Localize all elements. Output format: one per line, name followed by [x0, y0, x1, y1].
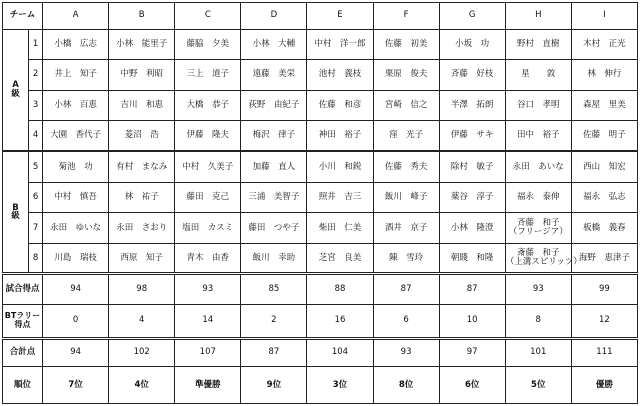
member-cell: 吉川 和恵 [109, 90, 175, 121]
member-cell: 栗原 俊夫 [373, 60, 439, 91]
class-label [3, 29, 29, 151]
label-line: 得点 [14, 319, 31, 329]
member-cell: 梅沢 律子 [241, 121, 307, 152]
member-row [3, 60, 638, 91]
total-row [3, 338, 638, 367]
bt-rally-row-value: 10 [439, 305, 505, 339]
member-cell: 神田 裕子 [307, 121, 373, 152]
member-cell [505, 243, 582, 274]
class-label-char: B [12, 202, 19, 213]
member-cell: 小橋 広志 [43, 29, 109, 60]
member-cell: 藤田 つや子 [241, 213, 307, 244]
member-cell: 佐藤 和彦 [307, 90, 373, 121]
member-cell: 谷口 孝明 [505, 90, 571, 121]
member-cell: 伊藤 サキ [439, 121, 505, 152]
member-cell: 小林 隆澄 [439, 213, 505, 244]
member-cell: 佐藤 初美 [373, 29, 439, 60]
class-label-char: 級 [11, 211, 20, 222]
class-label [3, 151, 29, 273]
member-cell: 荻野 由紀子 [241, 90, 307, 121]
row-number: 3 [29, 90, 43, 121]
member-cell: 林 伸行 [571, 60, 637, 91]
member-cell: 朝賤 和隆 [439, 243, 505, 274]
member-cell: 藤脇 夕美 [175, 29, 241, 60]
total-row-value: 101 [505, 338, 571, 367]
rank-row-value: 優勝 [571, 367, 637, 404]
team-header-label: チーム [3, 3, 43, 30]
member-cell: 大橋 恭子 [175, 90, 241, 121]
match-points-row-value: 93 [505, 274, 571, 305]
label-line: BTラリー [4, 311, 41, 321]
member-row [3, 90, 638, 121]
rank-row [3, 367, 638, 404]
member-cell: 海野 恵津子 [571, 243, 637, 274]
match-points-row-value: 87 [373, 274, 439, 305]
member-cell: 飯川 幸助 [241, 243, 307, 274]
rank-row-label: 順位 [3, 367, 43, 404]
member-cell: 三浦 美智子 [241, 182, 307, 213]
total-row-value: 102 [109, 338, 175, 367]
member-name-line: 斎藤 和子 [517, 248, 560, 259]
member-cell: 池村 義枝 [307, 60, 373, 91]
bt-rally-row-value: 4 [109, 305, 175, 339]
row-number: 2 [29, 60, 43, 91]
class-label-char: 級 [11, 88, 20, 99]
total-row-label: 合計点 [3, 338, 43, 367]
member-row [3, 182, 638, 213]
member-cell: 小林 大輔 [241, 29, 307, 60]
member-cell: 西山 知宏 [571, 151, 637, 182]
row-number: 4 [29, 121, 43, 152]
member-cell: 川島 瑞枝 [43, 243, 109, 274]
team-column-header: A [43, 3, 109, 30]
member-cell: 半澤 拓朗 [439, 90, 505, 121]
member-cell: 照井 吉三 [307, 182, 373, 213]
member-cell: 小坂 功 [439, 29, 505, 60]
team-column-header: G [439, 3, 505, 30]
match-points-row-value: 94 [43, 274, 109, 305]
bt-rally-row [3, 305, 638, 339]
member-cell: 福永 弘志 [571, 182, 637, 213]
rank-row-value: 5位 [505, 367, 571, 404]
rank-row-value: 6位 [439, 367, 505, 404]
member-cell: 中村 慎吾 [43, 182, 109, 213]
member-cell: 陳 雪玲 [373, 243, 439, 274]
rank-row-value: 8位 [373, 367, 439, 404]
match-points-row-value: 99 [571, 274, 637, 305]
table-body [3, 3, 638, 404]
member-cell: 中村 洋一郎 [307, 29, 373, 60]
match-points-row-value: 87 [439, 274, 505, 305]
member-row [3, 151, 638, 182]
rank-row-value: 準優勝 [175, 367, 241, 404]
member-cell: 藤田 克己 [175, 182, 241, 213]
member-cell: 菱沼 浩 [109, 121, 175, 152]
member-cell: 西原 知子 [109, 243, 175, 274]
team-column-header: H [505, 3, 571, 30]
member-cell: 森屋 里美 [571, 90, 637, 121]
member-cell: 井上 知子 [43, 60, 109, 91]
member-name-line: （上溝スピリッツ） [505, 257, 582, 268]
row-number: 1 [29, 29, 43, 60]
member-row [3, 29, 638, 60]
member-cell: 宮崎 信之 [373, 90, 439, 121]
member-cell: 伊藤 隆夫 [175, 121, 241, 152]
member-cell: 永田 さおり [109, 213, 175, 244]
bt-rally-row-value: 14 [175, 305, 241, 339]
rank-row-value: 9位 [241, 367, 307, 404]
member-cell: 小川 和鋭 [307, 151, 373, 182]
member-cell: 芝宮 良美 [307, 243, 373, 274]
member-cell: 小林 能里子 [109, 29, 175, 60]
member-cell: 佐藤 明子 [571, 121, 637, 152]
header-row [3, 3, 638, 30]
member-cell: 野村 直樹 [505, 29, 571, 60]
member-cell: 青木 由香 [175, 243, 241, 274]
member-row [3, 243, 638, 274]
member-cell: 福永 泰伸 [505, 182, 571, 213]
rank-row-value: 7位 [43, 367, 109, 404]
row-number: 7 [29, 213, 43, 244]
member-cell: 三上 道子 [175, 60, 241, 91]
member-cell: 林 祐子 [109, 182, 175, 213]
member-name-line: （フリージア） [508, 226, 568, 237]
member-cell: 板橋 義春 [571, 213, 637, 244]
member-cell: 遠藤 美栄 [241, 60, 307, 91]
member-cell: 飯川 峰子 [373, 182, 439, 213]
match-points-row-value: 93 [175, 274, 241, 305]
total-row-value: 97 [439, 338, 505, 367]
member-cell: 中野 利昭 [109, 60, 175, 91]
total-row-value: 104 [307, 338, 373, 367]
member-cell: 酒井 京子 [373, 213, 439, 244]
team-column-header: C [175, 3, 241, 30]
member-cell: 佐藤 秀夫 [373, 151, 439, 182]
team-column-header: D [241, 3, 307, 30]
row-number: 8 [29, 243, 43, 274]
bt-rally-row-label [3, 305, 43, 339]
bt-rally-row-value: 6 [373, 305, 439, 339]
match-points-row [3, 274, 638, 305]
member-row [3, 121, 638, 152]
class-label-char: A [12, 80, 19, 91]
member-cell: 塩田 カスミ [175, 213, 241, 244]
total-row-value: 94 [43, 338, 109, 367]
match-points-row-value: 88 [307, 274, 373, 305]
member-cell: 中村 久美子 [175, 151, 241, 182]
member-cell: 永田 ゆいな [43, 213, 109, 244]
team-column-header: B [109, 3, 175, 30]
member-name-line: 斉藤 和子 [517, 218, 560, 229]
team-column-header: E [307, 3, 373, 30]
row-number: 5 [29, 151, 43, 182]
member-cell: 加藤 直人 [241, 151, 307, 182]
bt-rally-row-value: 2 [241, 305, 307, 339]
member-cell: 除村 敏子 [439, 151, 505, 182]
member-cell: 斉藤 好枝 [439, 60, 505, 91]
total-row-value: 107 [175, 338, 241, 367]
team-column-header: F [373, 3, 439, 30]
member-cell: 永田 あいな [505, 151, 571, 182]
member-cell: 木村 正光 [571, 29, 637, 60]
team-results-table [2, 2, 638, 404]
member-cell: 窪 光子 [373, 121, 439, 152]
member-cell: 星 敦 [505, 60, 571, 91]
row-number: 6 [29, 182, 43, 213]
member-cell: 柴田 仁美 [307, 213, 373, 244]
bt-rally-row-value: 16 [307, 305, 373, 339]
member-cell: 大園 香代子 [43, 121, 109, 152]
team-column-header: I [571, 3, 637, 30]
match-points-row-value: 98 [109, 274, 175, 305]
match-points-row-label: 試合得点 [3, 274, 43, 305]
member-cell [505, 213, 571, 244]
member-cell: 田中 裕子 [505, 121, 571, 152]
member-cell: 小林 百恵 [43, 90, 109, 121]
bt-rally-row-value: 12 [571, 305, 637, 339]
member-cell: 薬谷 淳子 [439, 182, 505, 213]
bt-rally-row-value: 0 [43, 305, 109, 339]
total-row-value: 87 [241, 338, 307, 367]
bt-rally-row-value: 8 [505, 305, 571, 339]
rank-row-value: 3位 [307, 367, 373, 404]
member-cell: 菊池 功 [43, 151, 109, 182]
member-row [3, 213, 638, 244]
total-row-value: 111 [571, 338, 637, 367]
member-cell: 有村 まなみ [109, 151, 175, 182]
total-row-value: 93 [373, 338, 439, 367]
match-points-row-value: 85 [241, 274, 307, 305]
rank-row-value: 4位 [109, 367, 175, 404]
